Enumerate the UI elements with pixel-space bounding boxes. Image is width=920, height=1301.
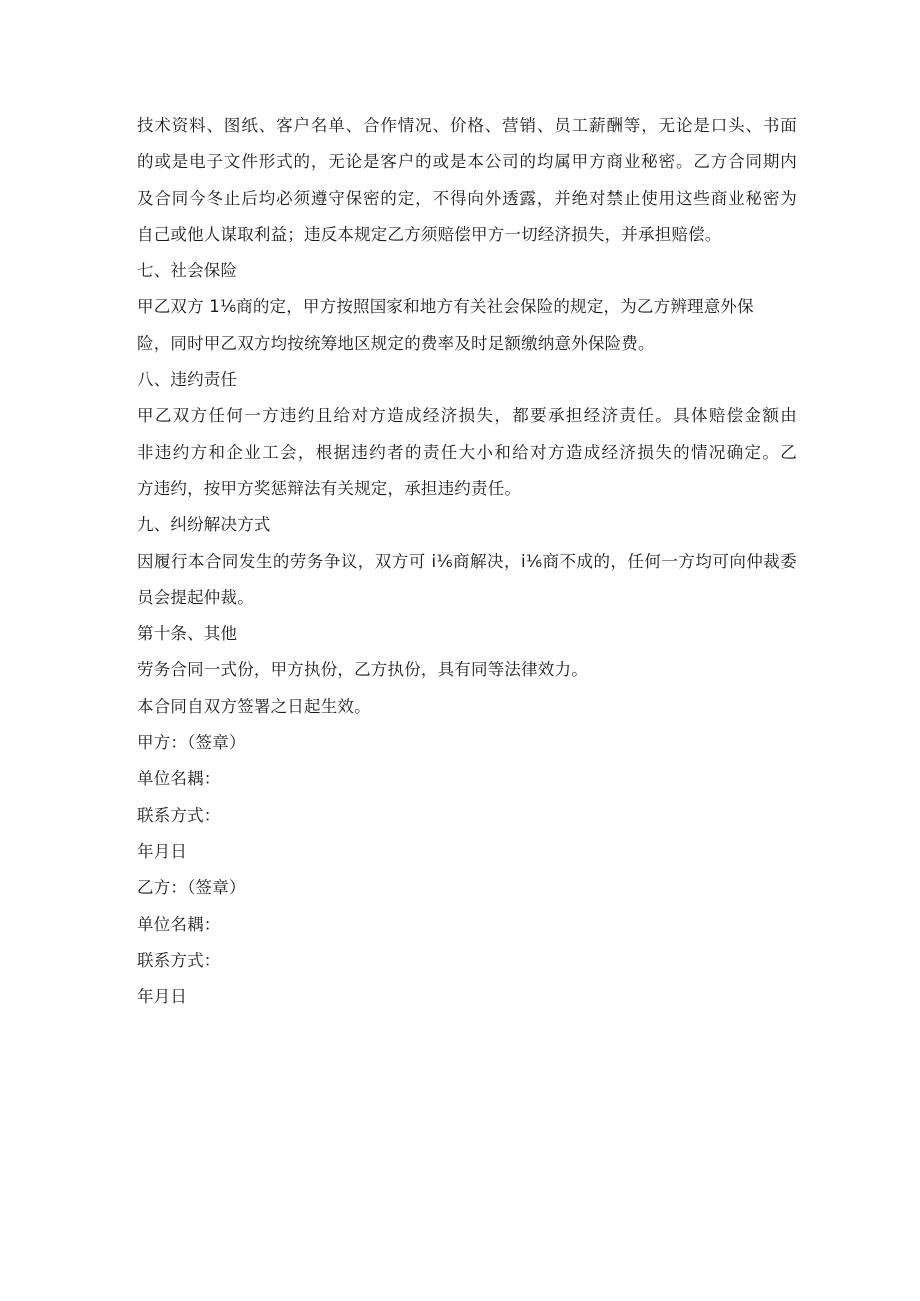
section-heading-dispute-resolution: 九、纠纷解决方式 xyxy=(137,515,271,535)
paragraph-line: 及合同今冬止后均必须遵守保密的定，不得向外透露，并绝对禁止使用这些商业秘密为 xyxy=(137,188,797,208)
paragraph-line: 劳务合同一式份，甲方执份，乙方执份，具有同等法律效力。 xyxy=(137,660,588,680)
document-body xyxy=(137,108,797,1015)
paragraph-line: 自己或他人谋取利益；违反本规定乙方须赔偿甲方一切经济损失，并承担赔偿。 xyxy=(137,224,722,244)
party-b-date-label: 年月日 xyxy=(137,987,188,1007)
paragraph-line: 方违约，按甲方奖惩辩法有关规定，承担违约责任。 xyxy=(137,478,522,498)
section-heading-breach-liability: 八、违约责任 xyxy=(137,370,238,390)
party-b-contact-label: 联系方式： xyxy=(137,950,221,970)
paragraph-line: 本合同自双方签署之日起生效。 xyxy=(137,696,371,716)
section-heading-social-insurance: 七、社会保险 xyxy=(137,261,238,281)
paragraph-line: 技术资料、图纸、客户名单、合作情况、价格、营销、员工薪酬等，无论是口头、书面 xyxy=(137,116,797,135)
party-a-unit-name-label: 单位名耦： xyxy=(137,769,221,789)
paragraph-line: 非违约方和企业工会，根据违约者的责任大小和给对方造成经济损失的情况确定。乙 xyxy=(137,442,797,462)
paragraph-line: 险，同时甲乙双方均按统筹地区规定的费率及时足额缴纳意外保险费。 xyxy=(137,333,655,353)
party-a-date-label: 年月日 xyxy=(137,841,188,861)
paragraph-line: 因履行本合同发生的劳务争议，双方可 i⅙商解决，i⅙商不成的，任何一方均可向仲裁委 xyxy=(137,551,797,571)
party-b-unit-name-label: 单位名耦： xyxy=(137,914,221,934)
party-a-contact-label: 联系方式： xyxy=(137,805,221,825)
party-b-signature-label: 乙方：（签章） xyxy=(137,878,246,898)
paragraph-line: 甲乙双方任何一方违约且给对方造成经济损失，都要承担经济责任。具体赔偿金额由 xyxy=(137,406,797,426)
paragraph-line: 的或是电子文件形式的，无论是客户的或是本公司的均属甲方商业秘密。乙方合同期内 xyxy=(137,152,797,172)
section-heading-other: 第十条、其他 xyxy=(137,624,238,644)
paragraph-line: 甲乙双方 1⅙商的定，甲方按照国家和地方有关社会保险的规定，为乙方辨理意外保 xyxy=(137,297,754,317)
party-a-signature-label: 甲方：（签章） xyxy=(137,733,246,753)
paragraph-line: 员会提起仲裁。 xyxy=(137,587,254,607)
